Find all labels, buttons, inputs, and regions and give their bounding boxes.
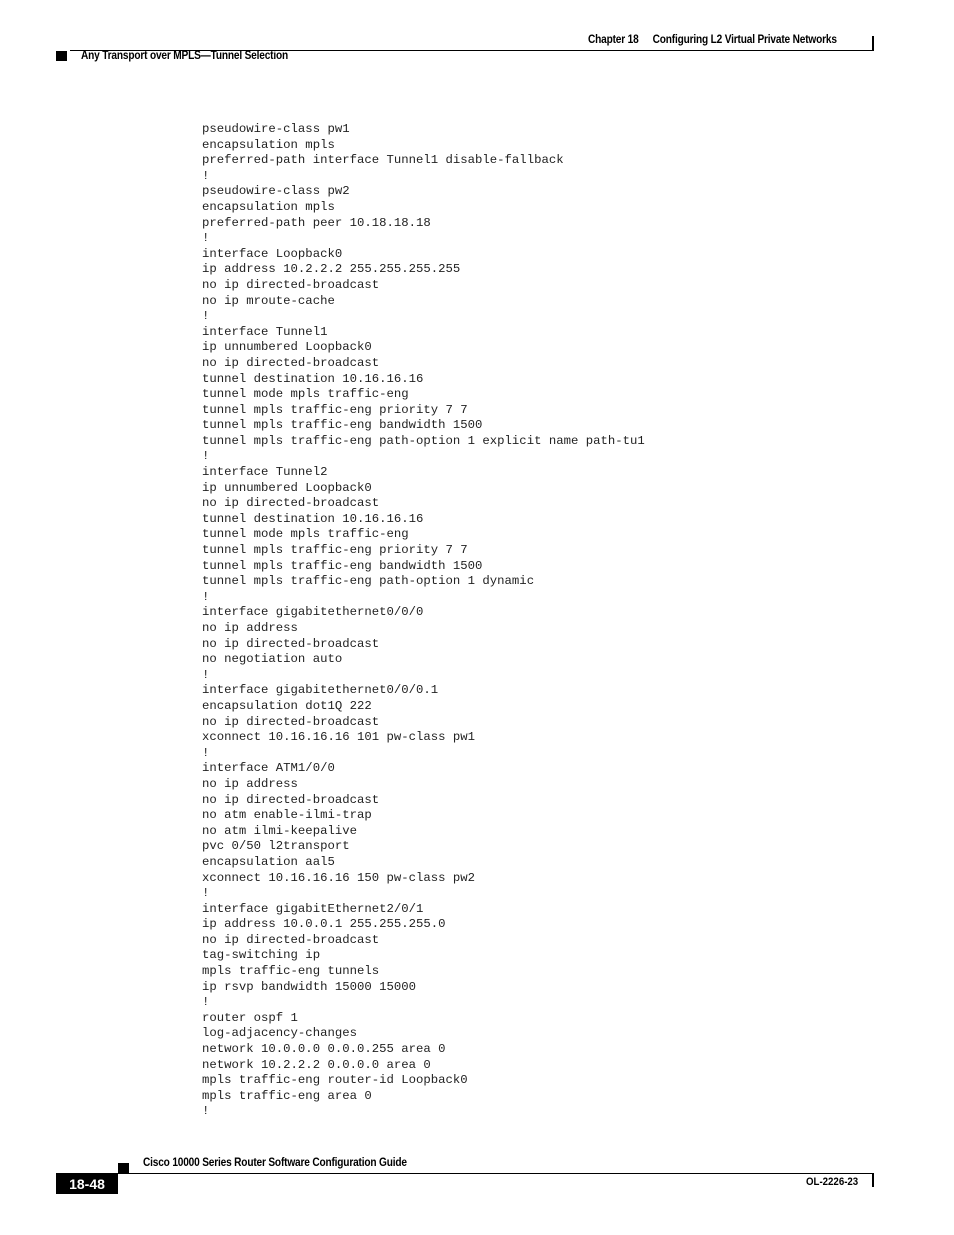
code-line: ! (202, 745, 210, 760)
code-line: ! (202, 449, 210, 464)
code-line: interface gigabitEthernet2/0/1 (202, 901, 424, 916)
chapter-title: Configuring L2 Virtual Private Networks (652, 34, 837, 46)
code-line: tunnel mpls traffic-eng priority 7 7 (202, 543, 468, 558)
code-line: pseudowire-class pw2 (202, 184, 350, 199)
code-line: ip rsvp bandwidth 15000 15000 (202, 979, 417, 994)
code-line: tunnel destination 10.16.16.16 (202, 511, 424, 526)
code-line: mpls traffic-eng area 0 (202, 1088, 372, 1103)
code-line: router ospf 1 (202, 1010, 298, 1025)
code-line: tunnel mpls traffic-eng path-option 1 explicit name path-tu1 (202, 433, 645, 448)
footer-vertical-rule (872, 1174, 874, 1187)
code-line: no atm ilmi-keepalive (202, 823, 357, 838)
code-line: no ip directed-broadcast (202, 792, 380, 807)
guide-title: Cisco 10000 Series Router Software Configuration Guide (143, 1157, 407, 1169)
code-line: mpls traffic-eng router-id Loopback0 (202, 1073, 468, 1088)
code-line: ! (202, 589, 210, 604)
code-line: ! (202, 667, 210, 682)
header-marker-block (56, 51, 67, 61)
code-line: xconnect 10.16.16.16 150 pw-class pw2 (202, 870, 476, 885)
code-line: tag-switching ip (202, 948, 321, 963)
code-line: no atm enable-ilmi-trap (202, 808, 372, 823)
footer-marker-block (118, 1163, 129, 1173)
code-line: mpls traffic-eng tunnels (202, 964, 380, 979)
code-line: encapsulation dot1Q 222 (202, 698, 372, 713)
code-line: no ip directed-broadcast (202, 714, 380, 729)
code-line: encapsulation aal5 (202, 854, 335, 869)
code-line: ! (202, 995, 210, 1010)
code-line: ! (202, 886, 210, 901)
code-line: interface Tunnel2 (202, 465, 328, 480)
header-vertical-rule (872, 36, 874, 51)
code-line: network 10.0.0.0 0.0.0.255 area 0 (202, 1042, 446, 1057)
code-line: tunnel mode mpls traffic-eng (202, 527, 409, 542)
section-title: Any Transport over MPLS—Tunnel Selection (81, 50, 289, 62)
code-line: pvc 0/50 l2transport (202, 839, 350, 854)
code-line: tunnel destination 10.16.16.16 (202, 371, 424, 386)
code-line: ! (202, 168, 210, 183)
code-line: ! (202, 309, 210, 324)
code-line: no ip directed-broadcast (202, 636, 380, 651)
code-line: no ip address (202, 621, 298, 635)
code-line: preferred-path peer 10.18.18.18 (202, 215, 431, 230)
code-line: ip unnumbered Loopback0 (202, 340, 372, 355)
code-line: ! (202, 1104, 210, 1119)
code-line: tunnel mpls traffic-eng priority 7 7 (202, 402, 468, 417)
config-code-block (202, 122, 645, 1120)
code-line: tunnel mpls traffic-eng path-option 1 dynamic (202, 574, 535, 589)
code-line: interface gigabitethernet0/0/0 (202, 605, 424, 620)
code-line: ! (202, 231, 210, 246)
code-line: tunnel mpls traffic-eng bandwidth 1500 (202, 558, 483, 573)
code-line: no ip address (202, 776, 298, 791)
code-line: ip unnumbered Loopback0 (202, 480, 372, 495)
code-line: tunnel mpls traffic-eng bandwidth 1500 (202, 418, 483, 433)
chapter-number: Chapter 18 (588, 34, 639, 46)
page-number: 18-48 (56, 1174, 118, 1194)
footer-rule (56, 1173, 874, 1174)
code-line: xconnect 10.16.16.16 101 pw-class pw1 (202, 730, 476, 745)
code-line: no ip mroute-cache (202, 293, 335, 308)
code-line: interface Loopback0 (202, 246, 343, 261)
code-line: ip address 10.2.2.2 255.255.255.255 (202, 262, 461, 277)
code-line: no ip directed-broadcast (202, 932, 380, 947)
code-line: network 10.2.2.2 0.0.0.0 area 0 (202, 1057, 431, 1072)
code-line: encapsulation mpls (202, 199, 335, 214)
code-line: interface Tunnel1 (202, 324, 328, 339)
code-line: no ip directed-broadcast (202, 277, 380, 292)
code-line: interface gigabitethernet0/0/0.1 (202, 683, 439, 698)
running-header-chapter (588, 34, 837, 46)
code-line: no negotiation auto (202, 652, 343, 667)
code-line: log-adjacency-changes (202, 1026, 357, 1041)
code-line: no ip directed-broadcast (202, 496, 380, 511)
code-line: no ip directed-broadcast (202, 355, 380, 370)
code-line: interface ATM1/0/0 (202, 761, 335, 776)
document-id: OL-2226-23 (806, 1176, 859, 1188)
code-line: ip address 10.0.0.1 255.255.255.0 (202, 917, 446, 932)
code-line: pseudowire-class pw1 (202, 122, 350, 136)
code-line: tunnel mode mpls traffic-eng (202, 387, 409, 402)
code-line: preferred-path interface Tunnel1 disable-fallback (202, 153, 564, 168)
code-line: encapsulation mpls (202, 137, 335, 152)
